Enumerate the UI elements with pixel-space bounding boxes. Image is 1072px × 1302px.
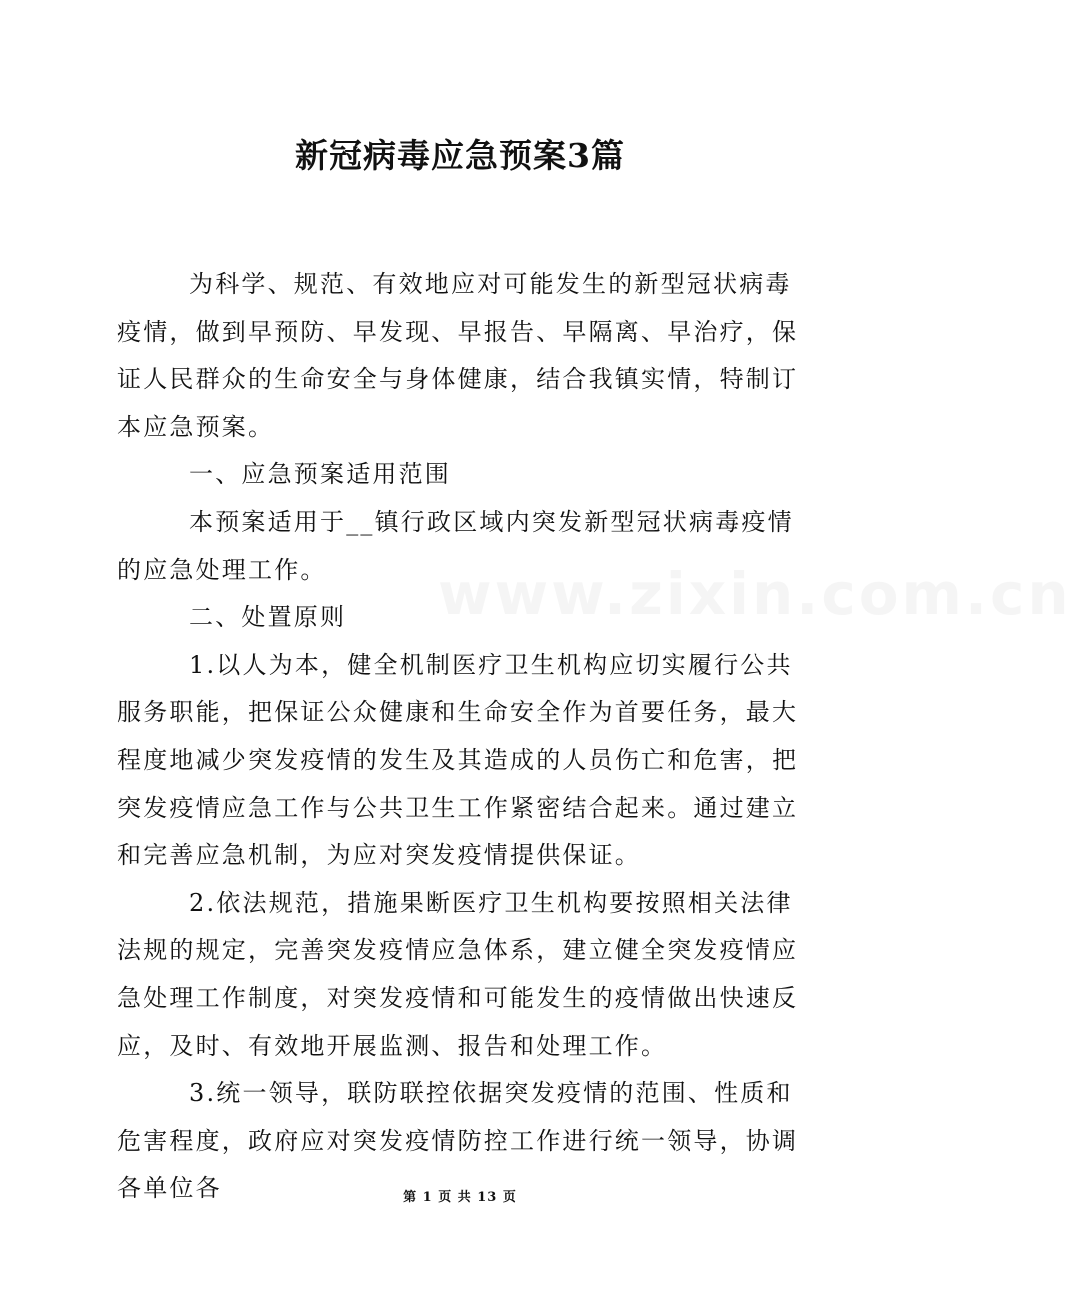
paragraph-intro: 为科学、规范、有效地应对可能发生的新型冠状病毒疫情，做到早预防、早发现、早报告、早隔离、早治疗，保证人民群众的生命安全与身体健康，结合我镇实情，特制订本应急预案。 xyxy=(117,270,799,441)
page-footer: 第 1 页 共 13 页 xyxy=(403,1190,517,1205)
watermark: www.zixin.com.cn xyxy=(438,560,1072,628)
paragraph-principle-1: 1.以人为本，健全机制医疗卫生机构应切实履行公共服务职能，把保证公众健康和生命安全作为首要任务，最大程度地减少突发疫情的发生及其造成的人员伤亡和危害，把突发疫情应急工作与公共卫生工作紧密结合起来。通过建立和完善应急机制，为应对突发疫情提供保证。 xyxy=(117,650,799,870)
paragraph-principle-2: 2.依法规范，措施果断医疗卫生机构要按照相关法律法规的规定，完善突发疫情应急体系，建立健全突发疫情应急处理工作制度，对突发疫情和可能发生的疫情做出快速反应，及时、有效地开展监测、报告和处理工作。 xyxy=(117,888,799,1060)
document-title: 新冠病毒应急预案3篇 xyxy=(295,136,625,175)
paragraph-principle-3: 3.统一领导，联防联控依据突发疫情的范围、性质和危害程度，政府应对突发疫情防控工作进行统一领导，协调各单位各 xyxy=(117,1079,799,1203)
paragraph-scope: 本预案适用于__镇行政区域内突发新型冠状病毒疫情的应急处理工作。 xyxy=(117,507,794,584)
document-body xyxy=(117,261,809,1213)
heading-principles: 二、处置原则 xyxy=(189,603,347,632)
heading-scope: 一、应急预案适用范围 xyxy=(189,460,451,489)
